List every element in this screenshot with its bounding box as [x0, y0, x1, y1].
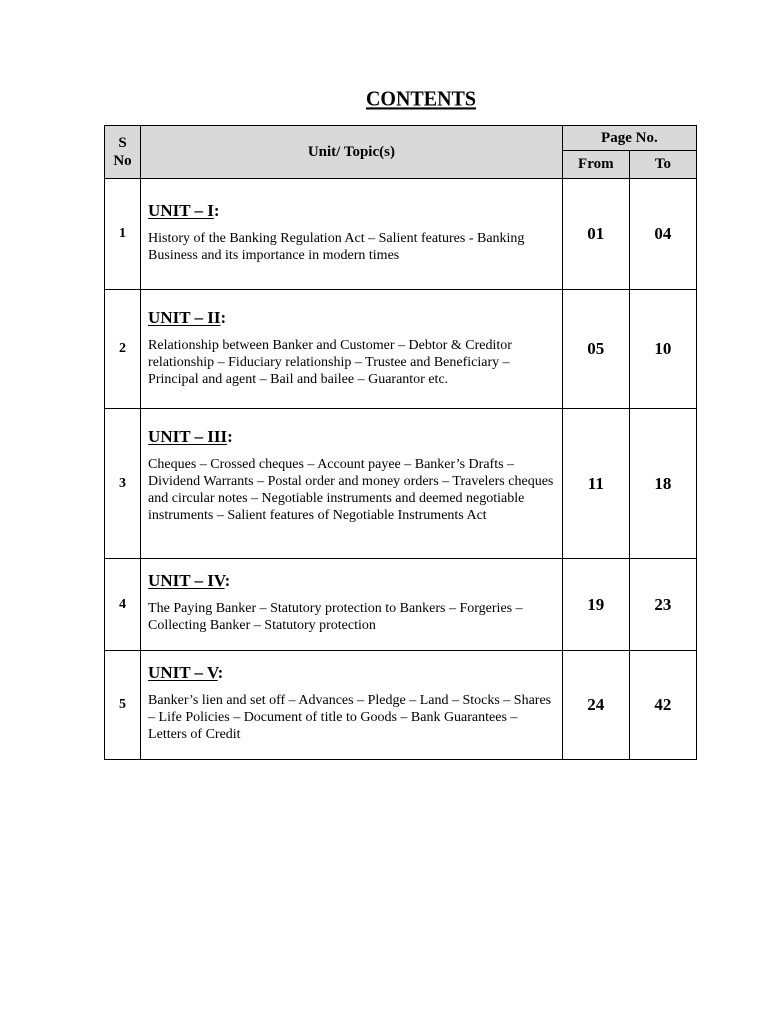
page-title: CONTENTS [365, 87, 477, 111]
page-to: 18 [629, 409, 696, 559]
header-sno-line2: No [113, 153, 132, 169]
unit-colon: : [220, 308, 227, 327]
page-from: 19 [562, 559, 629, 651]
unit-heading [148, 663, 554, 683]
row-topic [141, 179, 563, 290]
page-from: 11 [562, 409, 629, 559]
header-page-no: Page No. [562, 126, 696, 151]
page-to: 42 [629, 651, 696, 760]
row-topic [141, 290, 563, 409]
row-sno: 3 [105, 409, 141, 559]
row-topic [141, 559, 563, 651]
page-from: 05 [562, 290, 629, 409]
contents-table [104, 125, 697, 760]
unit-colon: : [217, 663, 224, 682]
row-topic [141, 651, 563, 760]
unit-name: UNIT – III [148, 427, 228, 446]
header-sno-line1: S [118, 135, 127, 151]
row-sno: 1 [105, 179, 141, 290]
row-sno: 4 [105, 559, 141, 651]
unit-name: UNIT – II [148, 308, 221, 327]
unit-colon: : [227, 427, 233, 446]
table-row [105, 651, 697, 760]
unit-description: History of the Banking Regulation Act – Salient features - Banking Business and its importance in modern times [148, 231, 525, 263]
unit-name: UNIT – V [148, 663, 218, 682]
table-row [105, 559, 697, 651]
unit-name: UNIT – I [148, 201, 214, 220]
unit-name: UNIT – IV [148, 571, 225, 590]
header-topic: Unit/ Topic(s) [141, 126, 563, 179]
unit-description: Relationship between Banker and Customer – Debtor & Creditor relationship – Fiduciary relationship – Trustee and Beneficiary – Principal and agent – Bail and bailee – Guarantor etc. [148, 338, 512, 387]
table-row [105, 179, 697, 290]
unit-description: Banker’s lien and set off – Advances – Pledge – Land – Stocks – Shares – Life Policies – Document of title to Goods – Bank Guarantees – Letters of Credit [148, 693, 552, 742]
page-to: 04 [629, 179, 696, 290]
row-sno: 5 [105, 651, 141, 760]
page-to: 23 [629, 559, 696, 651]
unit-heading [148, 427, 554, 447]
header-to: To [629, 151, 696, 179]
unit-heading [148, 201, 554, 221]
unit-heading [148, 571, 554, 591]
page-from: 24 [562, 651, 629, 760]
table-row [105, 409, 697, 559]
unit-heading [148, 308, 554, 328]
row-sno: 2 [105, 290, 141, 409]
unit-description: The Paying Banker – Statutory protection to Bankers – Forgeries – Collecting Banker – Statutory protection [148, 601, 523, 633]
page-to: 10 [629, 290, 696, 409]
unit-description: Cheques – Crossed cheques – Account payee – Banker’s Drafts – Dividend Warrants – Postal order and money orders – Travelers cheques and circular notes – Negotiable instruments and deemed negotiable instruments – Salient features of Negotiable Instruments Act [148, 457, 554, 523]
header-from: From [562, 151, 629, 179]
unit-colon: : [213, 201, 220, 220]
page-from: 01 [562, 179, 629, 290]
unit-colon: : [224, 571, 231, 590]
header-sno [105, 126, 141, 179]
row-topic [141, 409, 563, 559]
table-row [105, 290, 697, 409]
